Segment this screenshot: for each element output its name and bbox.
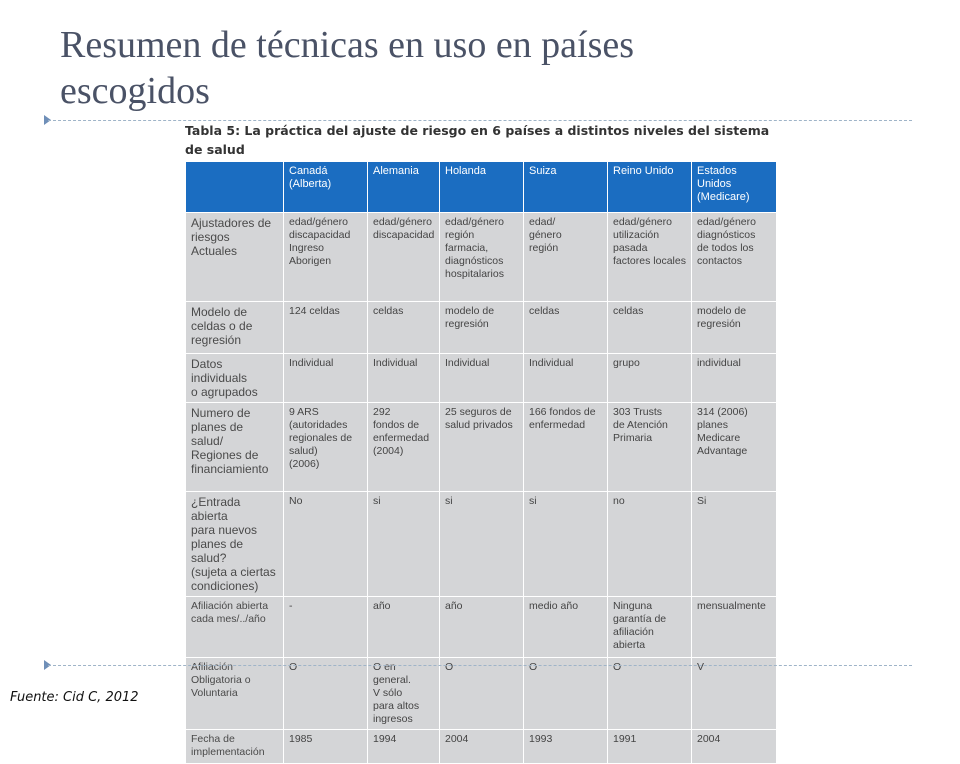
table-row xyxy=(186,213,777,302)
table-row xyxy=(186,597,777,658)
table-cell: 166 fondos de enfermedad xyxy=(524,403,608,492)
table-cell: Si xyxy=(692,492,777,597)
table-cell: 2004 xyxy=(440,730,524,764)
table-cell: edad/ género región xyxy=(524,213,608,302)
table-cell: 25 seguros de salud privados xyxy=(440,403,524,492)
table-cell: 2004 xyxy=(692,730,777,764)
table-row xyxy=(186,354,777,403)
table-cell: Ninguna garantía de afiliación abierta xyxy=(608,597,692,658)
table-cell: 1985 xyxy=(284,730,368,764)
table-cell: O xyxy=(524,658,608,730)
header-alemania: Alemania xyxy=(368,162,440,213)
table-cell: medio año xyxy=(524,597,608,658)
table-cell: año xyxy=(368,597,440,658)
table-cell: 292 fondos de enfermedad (2004) xyxy=(368,403,440,492)
table-cell: Individual xyxy=(440,354,524,403)
header-estados-unidos: Estados Unidos (Medicare) xyxy=(692,162,777,213)
table-cell: individual xyxy=(692,354,777,403)
table-cell: celdas xyxy=(368,302,440,354)
risk-adjustment-table xyxy=(185,161,777,764)
row-label-afiliacion-obligatoria: Afiliación Obligatoria o Voluntaria xyxy=(186,658,284,730)
table-cell: mensualmente xyxy=(692,597,777,658)
table-cell: modelo de regresión xyxy=(692,302,777,354)
table-cell: edad/género utilización pasada factores locales xyxy=(608,213,692,302)
table-cell: 9 ARS (autoridades regionales de salud) (2006) xyxy=(284,403,368,492)
header-suiza: Suiza xyxy=(524,162,608,213)
table-cell: si xyxy=(368,492,440,597)
table-header-row xyxy=(186,162,777,213)
table-cell: edad/género discapacidad xyxy=(368,213,440,302)
header-reino-unido: Reino Unido xyxy=(608,162,692,213)
footer-divider xyxy=(48,665,912,666)
table-cell: Individual xyxy=(524,354,608,403)
table-row xyxy=(186,730,777,764)
table-cell: - xyxy=(284,597,368,658)
table-cell: V xyxy=(692,658,777,730)
row-label-ajustadores: Ajustadores de riesgos Actuales xyxy=(186,213,284,302)
table-cell: 1994 xyxy=(368,730,440,764)
table-cell: si xyxy=(524,492,608,597)
slide-title-line-1: Resumen de técnicas en uso en países xyxy=(60,24,635,66)
table-row xyxy=(186,492,777,597)
source-citation: Fuente: Cid C, 2012 xyxy=(10,690,139,705)
row-label-afiliacion-abierta: Afiliación abierta cada mes/../año xyxy=(186,597,284,658)
header-corner-cell xyxy=(186,162,284,213)
table-cell: edad/género región farmacia, diagnósticos hospitalarios xyxy=(440,213,524,302)
table-caption: Tabla 5: La práctica del ajuste de riesgo en 6 países a distintos niveles del sistema de salud xyxy=(185,123,770,157)
table-cell: O xyxy=(608,658,692,730)
table-cell: si xyxy=(440,492,524,597)
table-cell: O xyxy=(440,658,524,730)
table-cell: Individual xyxy=(368,354,440,403)
slide-title-line-2: escogidos xyxy=(60,70,210,112)
table-cell: 303 Trusts de Atención Primaria xyxy=(608,403,692,492)
table-cell: año xyxy=(440,597,524,658)
header-holanda: Holanda xyxy=(440,162,524,213)
table-cell: 314 (2006) planes Medicare Advantage xyxy=(692,403,777,492)
table-cell: No xyxy=(284,492,368,597)
table-cell: edad/género diagnósticos de todos los contactos xyxy=(692,213,777,302)
table-row xyxy=(186,658,777,730)
table-cell: 1993 xyxy=(524,730,608,764)
table-cell: 1991 xyxy=(608,730,692,764)
header-canada: Canadá (Alberta) xyxy=(284,162,368,213)
row-label-numero-planes: Numero de planes de salud/ Regiones de financiamiento xyxy=(186,403,284,492)
slide-title xyxy=(60,22,880,114)
table-row xyxy=(186,302,777,354)
table-cell: Individual xyxy=(284,354,368,403)
table-cell: 124 celdas xyxy=(284,302,368,354)
row-label-entrada-abierta: ¿Entrada abierta para nuevos planes de salud? (sujeta a ciertas condiciones) xyxy=(186,492,284,597)
table-cell: no xyxy=(608,492,692,597)
row-label-fecha: Fecha de implementación xyxy=(186,730,284,764)
table-cell: O en general. V sólo para altos ingresos xyxy=(368,658,440,730)
table-row xyxy=(186,403,777,492)
row-label-datos: Datos individuals o agrupados xyxy=(186,354,284,403)
table-cell: modelo de regresión xyxy=(440,302,524,354)
table-cell: celdas xyxy=(608,302,692,354)
table-cell: O xyxy=(284,658,368,730)
table-cell: grupo xyxy=(608,354,692,403)
row-label-modelo: Modelo de celdas o de regresión xyxy=(186,302,284,354)
table-cell: celdas xyxy=(524,302,608,354)
table-cell: edad/género discapacidad Ingreso Aborigen xyxy=(284,213,368,302)
